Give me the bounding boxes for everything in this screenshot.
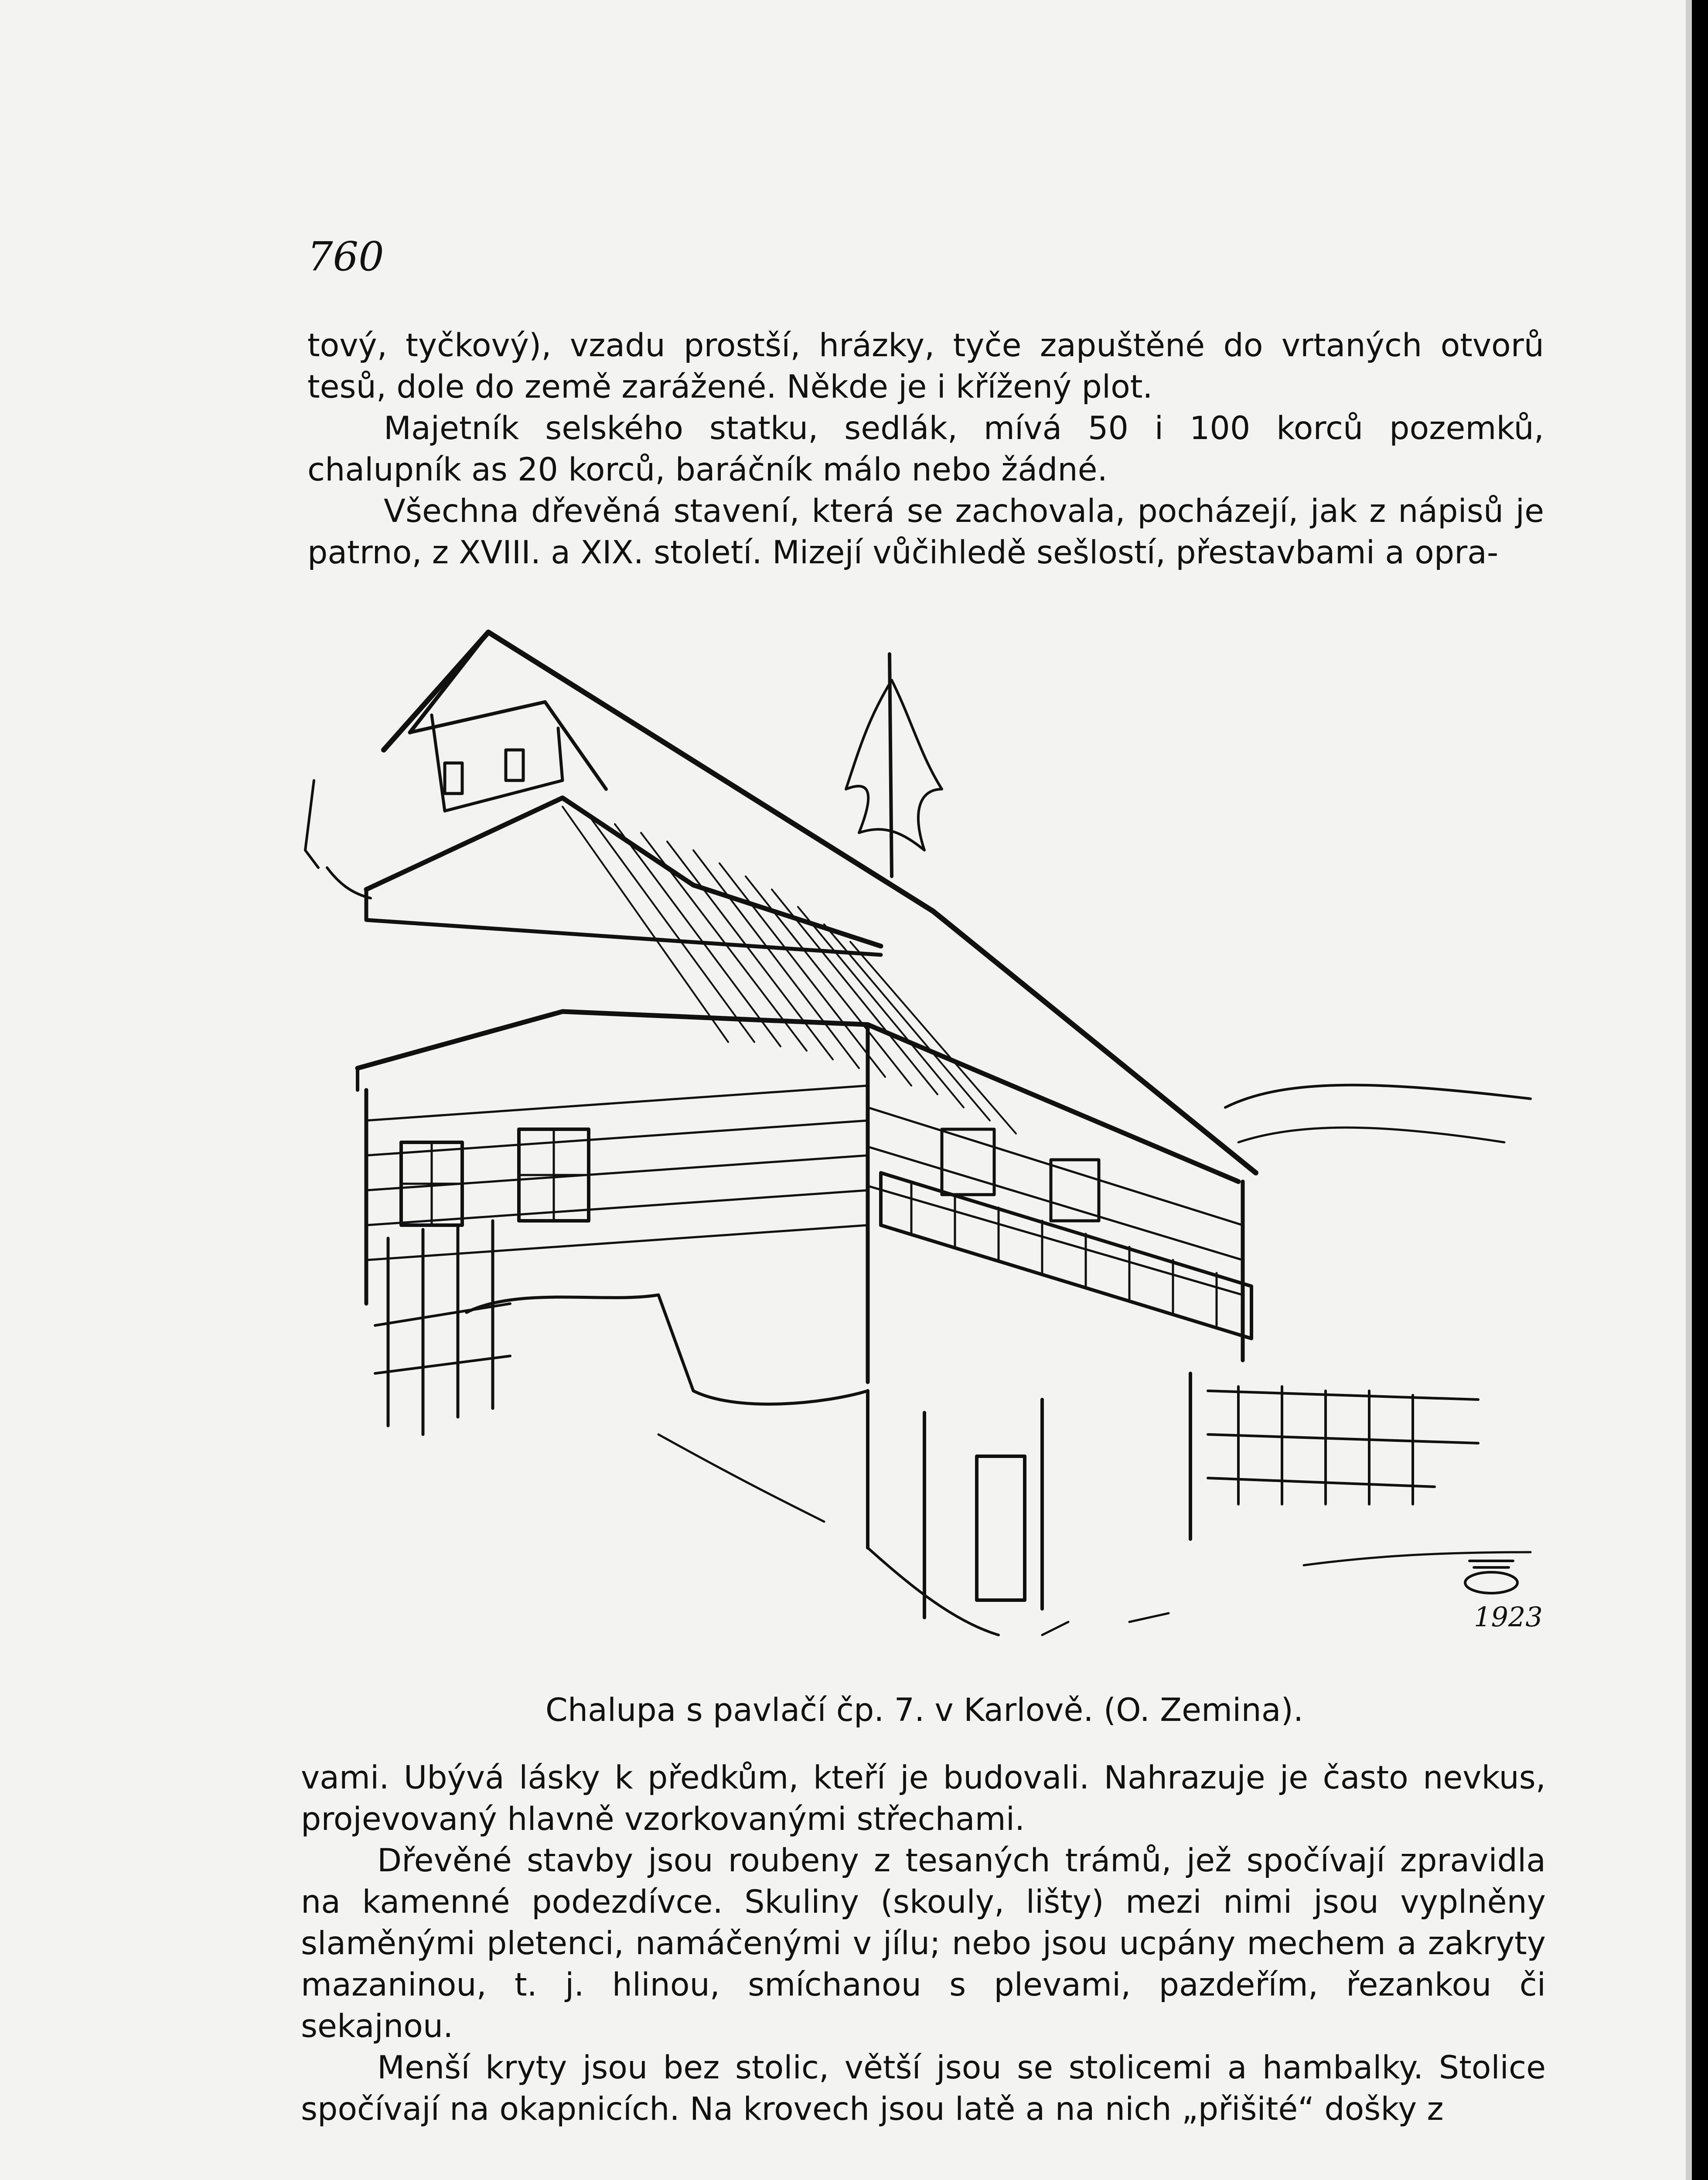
paragraph-5: Dřevěné stavby jsou roubeny z tesaných trámů, jež spočívají zpravidla na kamenné podezdívce. Skuliny (skouly, lišty) mezi nimi jsou vyplněny slaměnými pletenci, namáčenými v jílu; nebo jsou ucpány mechem a zakryty mazaninou, t. j. hlinou, smíchanou s plevami, pazdeřím, řezankou či sekajnou.	[301, 1842, 1546, 2045]
paragraph-1: tový, tyčkový), vzadu prostší, hrázky, tyče zapuštěné do vrtaných otvorů tesů, dole do země zarážené. Někde je i křížený plot.	[307, 327, 1544, 405]
paragraph-4: vami. Ubývá lásky k předkům, kteří je budovali. Nahrazuje je často nevkus, projevovaný hlavně vzorkovanými střechami.	[301, 1759, 1546, 1838]
figure-caption: Chalupa s pavlačí čp. 7. v Karlově. (O. Zemina).	[545, 1692, 1304, 1729]
paragraph-6: Menší kryty jsou bez stolic, větší jsou se stolicemi a hambalky. Stolice spočívají na okapnicích. Na krovech jsou latě a na nich „přišité“ došky z	[301, 2049, 1546, 2128]
page-edge-shadow	[1686, 0, 1692, 2180]
page-number: 760	[307, 233, 384, 280]
house-illustration	[301, 606, 1548, 1679]
ink-drawing-chalupa	[301, 606, 1548, 1679]
paragraph-2: Majetník selského statku, sedlák, mívá 50 i 100 korců pozemků, chalupník as 20 korců, baráčník málo nebo žádné.	[307, 410, 1544, 488]
paragraph-3: Všechna dřevěná stavení, která se zachovala, pocházejí, jak z nápisů je patrno, z XVIII. a XIX. století. Mizejí vůčihledě sešlostí, přestavbami a opra-	[307, 493, 1544, 571]
artist-year-signature: 1923	[1474, 1601, 1543, 1633]
